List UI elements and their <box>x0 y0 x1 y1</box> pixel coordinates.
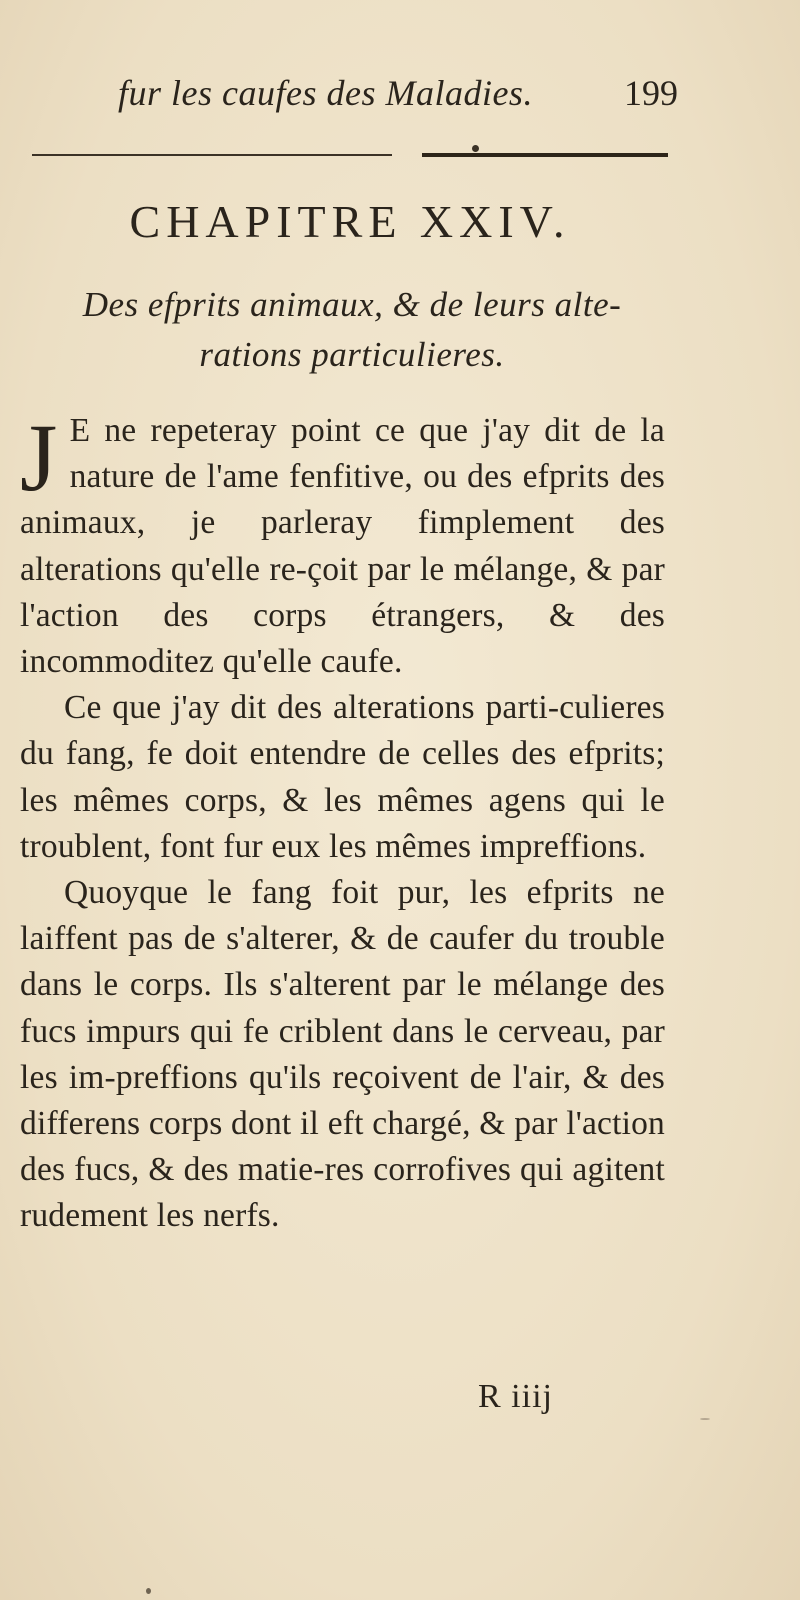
paragraph-2: Ce que j'ay dit des alterations parti-culieres du fang, fe doit entendre de celles des efprits; les mêmes corps, & les mêmes agens qui le troublent, font fur eux les mêmes impreffions. <box>20 689 665 865</box>
paragraph-1 <box>20 404 665 685</box>
chapter-heading: CHAPITRE XXIV. <box>129 196 571 247</box>
header-rule <box>32 151 668 159</box>
paragraph-1-text: E ne repeteray point ce que j'ay dit de la nature de l'ame fenfitive, ou des efprits des animaux, je parleray fimplement des alterations qu'elle re-çoit par le mélange, & par l'action des corps étrangers, & des incommoditez qu'elle caufe. <box>20 412 665 681</box>
chapter-subtitle <box>22 280 682 380</box>
chapter-subtitle-line-1: Des efprits animaux, & de leurs alte- <box>82 285 622 324</box>
header-rule-thin <box>32 154 392 156</box>
drop-cap: J <box>20 404 58 511</box>
signature-mark: R iiij <box>478 1378 553 1415</box>
header-rule-thick <box>422 153 668 157</box>
page-number: 199 <box>624 73 678 113</box>
paper-speck <box>700 1418 710 1420</box>
paper-speck <box>146 1588 151 1594</box>
running-title: fur les caufes des Maladies. <box>118 73 533 113</box>
header-rule-ornament <box>472 145 479 152</box>
paragraph-3: Quoyque le fang foit pur, les efprits ne laiffent pas de s'alterer, & de caufer du trouble dans le corps. Ils s'alterent par le mélange des fucs impurs qui fe criblent dans le cerveau, par les im-preffions qu'ils reçoivent de l'air, & des differens corps dont il eft chargé, & par l'action des fucs, & des matie-res corrofives qui agitent rudement les nerfs. <box>20 874 665 1235</box>
chapter-subtitle-line-2: rations particulieres. <box>199 335 505 374</box>
body-text <box>20 404 665 1240</box>
running-head <box>118 72 678 116</box>
